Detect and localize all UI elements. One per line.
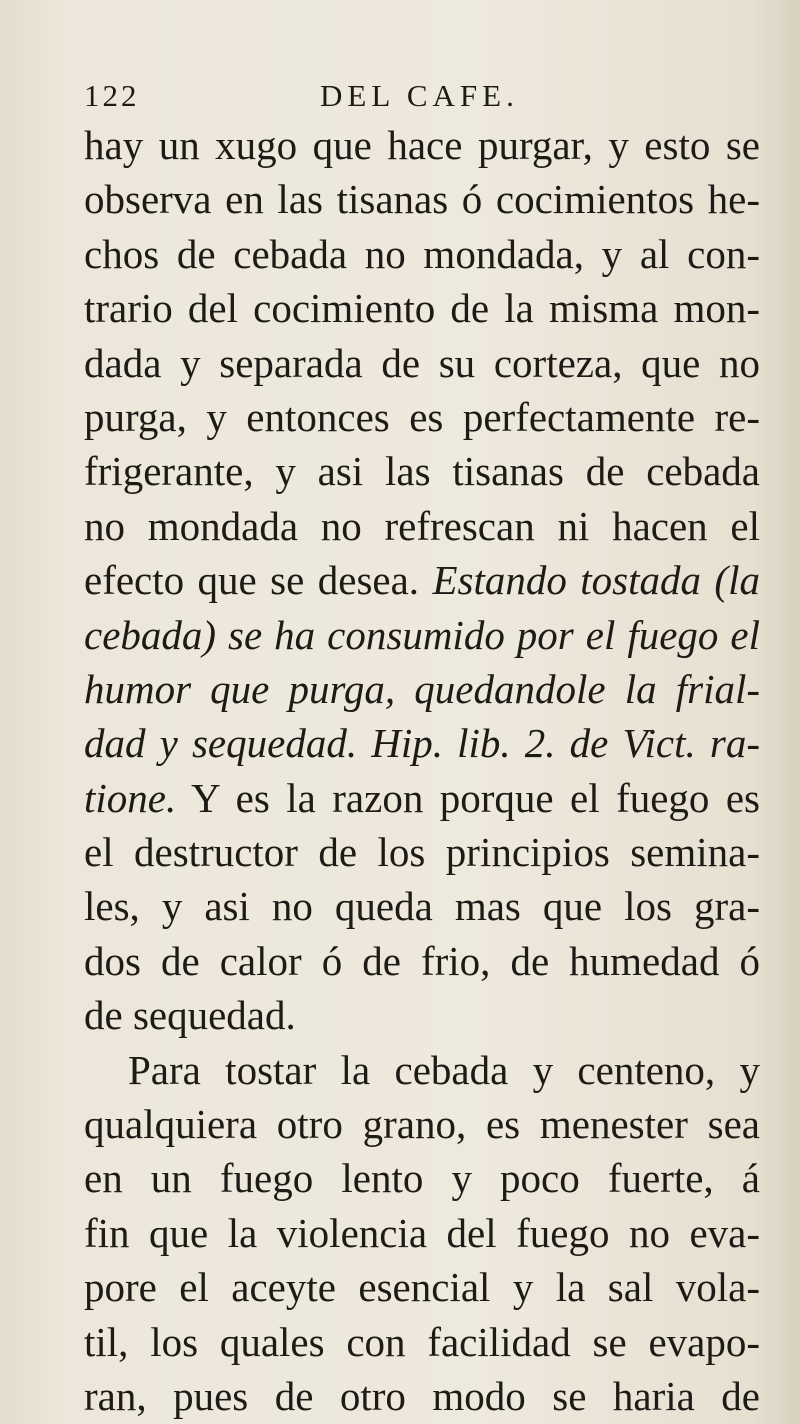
text-line: ran, pues de otro modo se haria de [84, 1372, 760, 1419]
text-line: hay un xugo que hace purgar, y esto se [84, 122, 760, 168]
text-line: chos de cebada no mondada, y al con- [84, 230, 760, 277]
text-line-mixed [84, 553, 760, 607]
text-line: fin que la violencia del fuego no eva- [84, 1209, 760, 1256]
text-line: dos de calor ó de frio, de humedad ó [84, 937, 760, 984]
italic-segment: tione. [84, 774, 177, 821]
body-text [84, 118, 760, 1423]
text-line: pore el aceyte esencial y la sal vola- [84, 1264, 760, 1311]
text-line: trario del cocimiento de la misma mon- [84, 285, 760, 332]
text-line-mixed [84, 771, 760, 825]
page-number: 122 [84, 78, 140, 113]
text-line: observa en las tisanas ó cocimientos he- [84, 176, 760, 223]
text-line: purga, y entonces es perfectamente re- [84, 393, 760, 440]
text-line: no mondada no refrescan ni hacen el [84, 502, 760, 549]
italic-text-line: cebada) se ha consumido por el fuego el [84, 611, 760, 658]
paragraph-first-line: Para tostar la cebada y centeno, y [128, 1046, 760, 1093]
text-line: qualquiera otro grano, es menester sea [84, 1101, 760, 1148]
text-line: til, los quales con facilidad se evapo- [84, 1318, 760, 1365]
text-line: les, y asi no queda mas que los gra- [84, 883, 760, 930]
italic-text-line: dad y sequedad. Hip. lib. 2. de Vict. ra- [84, 720, 760, 767]
text-line: de sequedad. [84, 992, 296, 1039]
italic-segment: Estando tostada (la [432, 557, 760, 604]
text-line: el destructor de los principios semina- [84, 829, 760, 876]
running-title: DEL CAFE. [320, 78, 519, 113]
text-segment: efecto que se desea. [84, 557, 420, 604]
page-header [84, 78, 764, 114]
text-line: frigerante, y asi las tisanas de cebada [84, 448, 760, 495]
italic-text-line: humor que purga, quedandole la frial- [84, 665, 760, 712]
text-segment: Y es la razon porque el fuego es [191, 774, 761, 821]
text-line: en un fuego lento y poco fuerte, á [84, 1155, 760, 1202]
text-line: dada y separada de su corteza, que no [84, 339, 760, 386]
